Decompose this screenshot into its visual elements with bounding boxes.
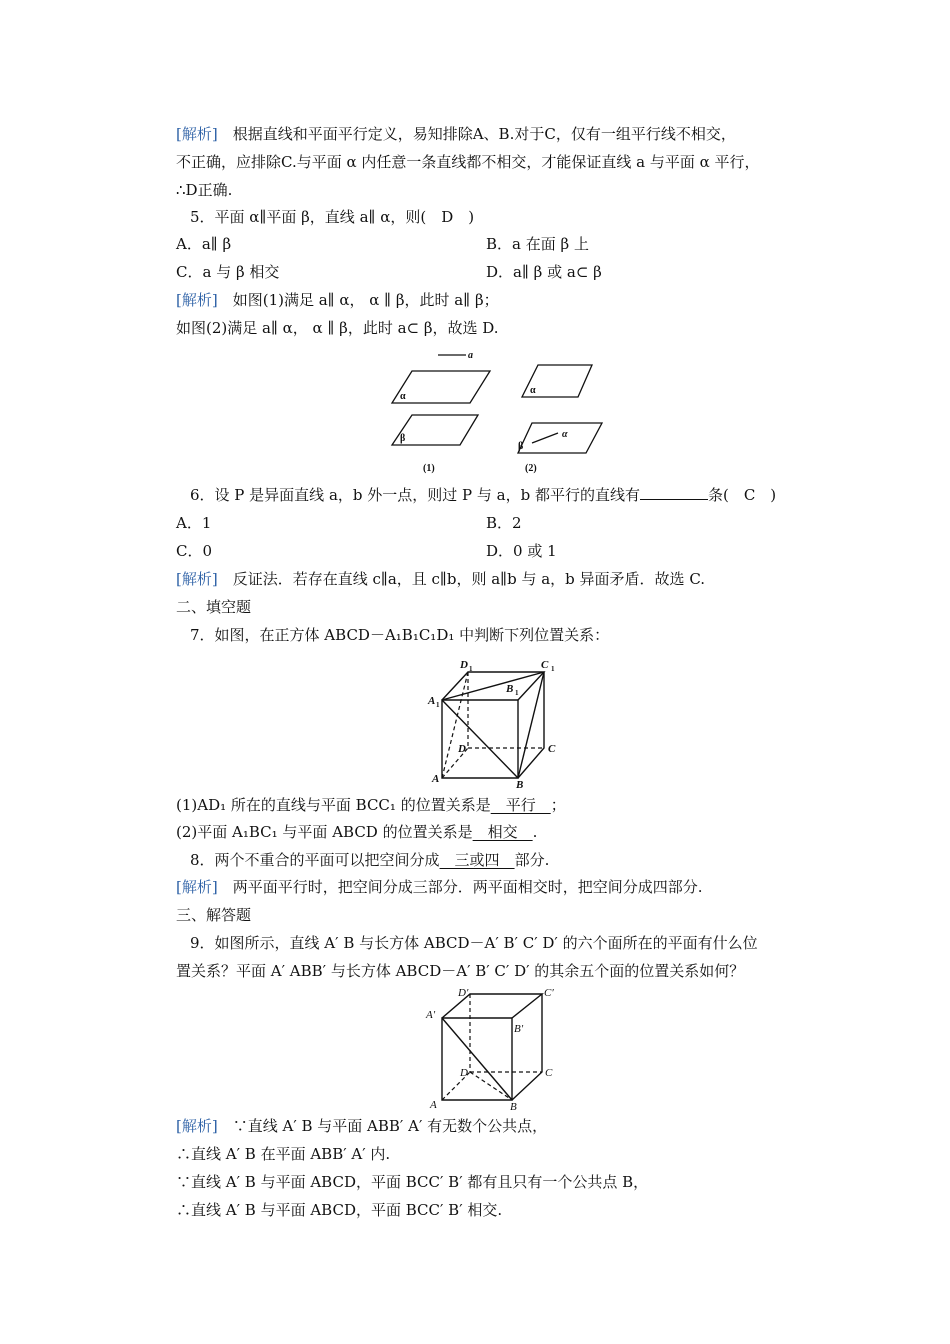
analysis-tag: [解析] xyxy=(176,125,218,143)
q5-option-b: B．a 在面 β 上 xyxy=(486,235,589,253)
q6-stem: 6．设 P 是异面直线 a，b 外一点，则过 P 与 a，b 都平行的直线有 条( C ) xyxy=(190,486,777,504)
svg-text:A: A xyxy=(432,773,440,785)
q9-stem-line1: 9．如图所示，直线 A′ B 与长方体 ABCD－A′ B′ C′ D′ 的六个面所在的平面有什么位 xyxy=(190,934,758,952)
svg-text:1: 1 xyxy=(469,665,473,673)
answer-filled: 三或四 xyxy=(439,851,515,869)
svg-text:B: B xyxy=(510,1101,517,1112)
svg-text:D: D xyxy=(460,1067,468,1079)
analysis-tag: [解析] xyxy=(176,1117,218,1135)
svg-text:A′: A′ xyxy=(426,1009,436,1021)
svg-text:B: B xyxy=(506,683,514,695)
q8-stem: 8．两个不重合的平面可以把空间分成 三或四 部分. xyxy=(190,851,550,869)
svg-text:C′: C′ xyxy=(544,988,554,999)
q5-option-d: D．a∥ β 或 a⊂ β xyxy=(486,263,602,281)
svg-text:α: α xyxy=(562,429,568,440)
analysis-tag: [解析] xyxy=(176,570,218,588)
q7-stem: 7．如图，在正方体 ABCD－A₁B₁C₁D₁ 中判断下列位置关系： xyxy=(190,626,610,644)
cube-figure-q7 xyxy=(420,652,570,790)
q6-analysis: [解析] 反证法．若存在直线 c∥a，且 c∥b，则 a∥b 与 a，b 异面矛盾．故选 C. xyxy=(176,570,706,588)
q5-option-a: A．a∥ β xyxy=(176,235,232,253)
q5-option-c: C．a 与 β 相交 xyxy=(176,263,280,281)
section-answer: 三、解答题 xyxy=(176,906,252,924)
svg-text:α: α xyxy=(530,385,536,396)
q9-analysis-line2: ∴直线 A′ B 在平面 ABB′ A′ 内. xyxy=(176,1145,391,1163)
svg-text:1: 1 xyxy=(551,665,555,673)
plane-alpha-fig1 xyxy=(392,371,490,403)
q7-subquestion-1: (1)AD₁ 所在的直线与平面 BCC₁ 的位置关系是 平行 ； xyxy=(176,796,566,814)
svg-text:D′: D′ xyxy=(458,988,469,999)
q5-stem: 5．平面 α∥平面 β，直线 a∥ α，则( D ) xyxy=(190,208,475,226)
q4-analysis-line3: ∴D正确. xyxy=(176,181,233,199)
q4-analysis-line2: 不正确，应排除C.与平面 α 内任意一条直线都不相交，才能保证直线 a 与平面 α 平行， xyxy=(176,153,760,171)
q6-option-c: C．0 xyxy=(176,542,213,560)
svg-text:(2): (2) xyxy=(525,463,537,474)
q8-analysis: [解析] 两平面平行时，把空间分成三部分．两平面相交时，把空间分成四部分. xyxy=(176,878,703,896)
q5-analysis-line2: 如图(2)满足 a∥ α， α ∥ β，此时 a⊂ β，故选 D. xyxy=(176,319,499,337)
line-a-fig2 xyxy=(532,433,558,443)
svg-text:β: β xyxy=(400,433,406,444)
line-a-prime-b xyxy=(442,1018,512,1100)
svg-text:1: 1 xyxy=(436,701,440,709)
svg-text:(1): (1) xyxy=(423,463,435,474)
svg-text:A: A xyxy=(430,1099,437,1111)
q9-analysis-line3: ∵直线 A′ B 与平面 ABCD，平面 BCC′ B′ 都有且只有一个公共点 B， xyxy=(176,1173,649,1191)
parallel-planes-figure xyxy=(380,345,610,477)
svg-text:B′: B′ xyxy=(514,1023,524,1035)
svg-text:C: C xyxy=(545,1067,553,1079)
svg-text:C: C xyxy=(548,743,556,755)
svg-text:D: D xyxy=(460,659,468,671)
answer-blank xyxy=(640,485,708,500)
q9-analysis-line1: [解析] ∵直线 A′ B 与平面 ABB′ A′ 有无数个公共点， xyxy=(176,1117,548,1135)
analysis-tag: [解析] xyxy=(176,291,218,309)
q6-option-d: D．0 或 1 xyxy=(486,542,557,560)
q9-stem-line2: 置关系？平面 A′ ABB′ 与长方体 ABCD－A′ B′ C′ D′ 的其余五个面的位置关系如何？ xyxy=(176,962,745,980)
cuboid-top-face xyxy=(442,994,542,1018)
svg-text:a: a xyxy=(468,350,473,361)
analysis-tag: [解析] xyxy=(176,878,218,896)
section-fill-in: 二、填空题 xyxy=(176,598,252,616)
q4-analysis-line1: [解析] 根据直线和平面平行定义，易知排除A、B.对于C，仅有一组平行线不相交， xyxy=(176,125,736,143)
q7-subquestion-2: (2)平面 A₁BC₁ 与平面 ABCD 的位置关系是 相交 . xyxy=(176,823,538,841)
answer-filled: 相交 xyxy=(472,823,533,841)
q5-analysis-line1: [解析] 如图(1)满足 a∥ α， α ∥ β，此时 a∥ β； xyxy=(176,291,499,309)
svg-text:C: C xyxy=(541,659,549,671)
svg-text:D: D xyxy=(458,743,466,755)
q9-analysis-line4: ∴直线 A′ B 与平面 ABCD，平面 BCC′ B′ 相交. xyxy=(176,1201,503,1219)
svg-text:1: 1 xyxy=(515,689,519,697)
answer-filled: 平行 xyxy=(490,796,551,814)
svg-text:β: β xyxy=(518,441,524,452)
svg-text:A: A xyxy=(428,695,436,707)
cuboid-right-face xyxy=(512,994,542,1100)
q6-option-b: B．2 xyxy=(486,514,522,532)
svg-text:α: α xyxy=(400,391,406,402)
svg-text:B: B xyxy=(516,779,524,790)
cuboid-figure-q9 xyxy=(418,988,568,1112)
q6-option-a: A．1 xyxy=(176,514,212,532)
plane-beta-fig2 xyxy=(518,423,602,453)
